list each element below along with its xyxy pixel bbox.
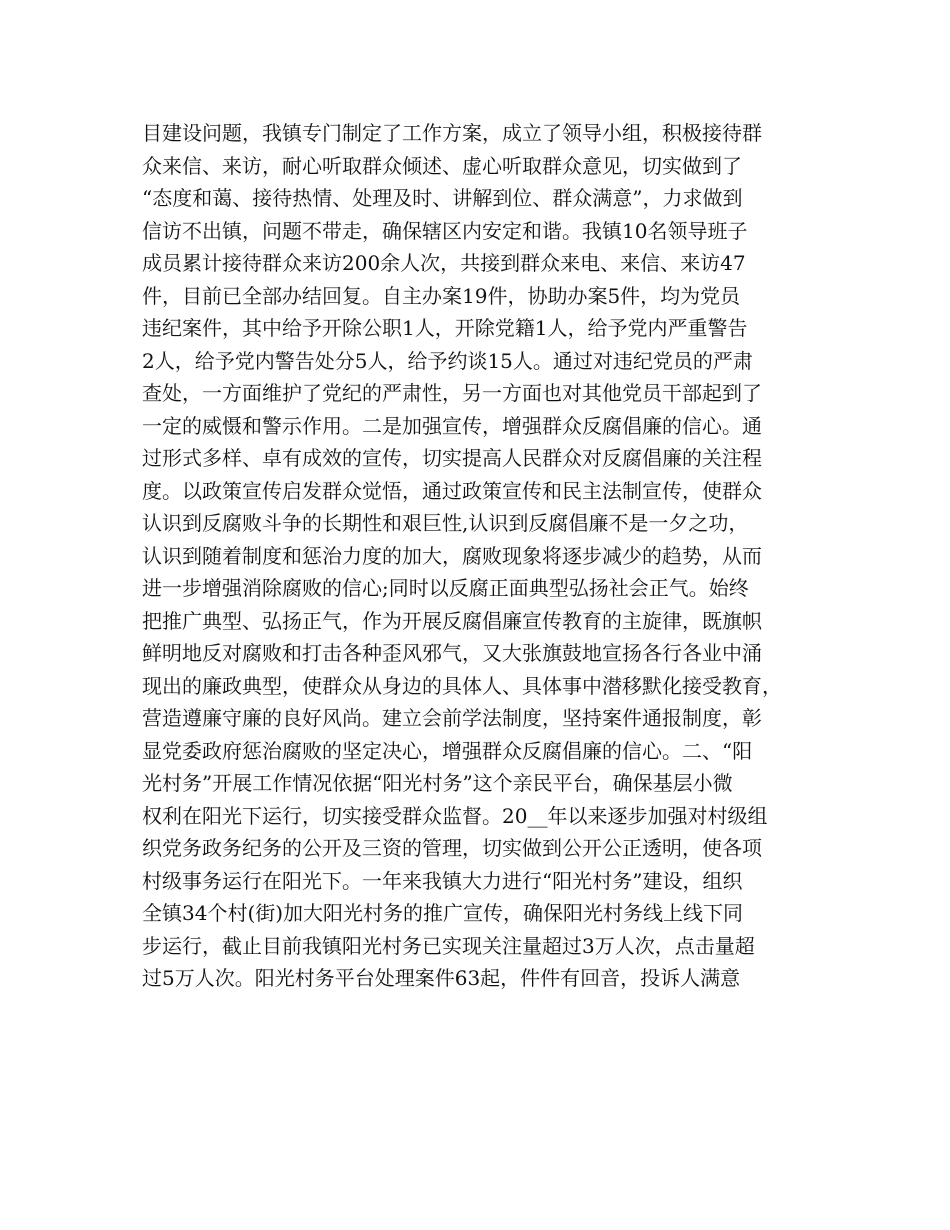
body-text [142, 117, 822, 995]
text-line-11: 过形式多样、卓有成效的宣传，切实提高人民群众对反腐倡廉的关注程 [142, 446, 762, 470]
text-line-05: 成员累计接待群众来访200余人次，共接到群众来电、来信、来访47 [142, 251, 746, 275]
text-line-27: 过5万人次。阳光村务平台处理案件63起，件件有回音，投诉人满意 [142, 966, 741, 990]
text-line-04: 信访不出镇，问题不带走，确保辖区内安定和谐。我镇10名领导班子 [142, 218, 748, 243]
text-line-03: “态度和蔼、接待热情、处理及时、讲解到位、群众满意”，力求做到 [142, 186, 743, 210]
text-line-08: 2人，给予党内警告处分5人，给予约谈15人。通过对违纪党员的严肃 [142, 348, 753, 373]
text-line-06: 件，目前已全部办结回复。自主办案19件，协助办案5件，均为党员 [142, 283, 741, 308]
text-line-14: 认识到随着制度和惩治力度的加大，腐败现象将逐步减少的趋势，从而 [142, 543, 762, 568]
text-line-16: 把推广典型、弘扬正气，作为开展反腐倡廉宣传教育的主旋律，既旗帜 [142, 608, 762, 633]
text-line-24: 村级事务运行在阳光下。一年来我镇大力进行“阳光村务”建设，组织 [142, 868, 743, 893]
text-line-26: 步运行，截止目前我镇阳光村务已实现关注量超过3万人次，点击量超 [142, 933, 755, 958]
text-line-10: 一定的威慑和警示作用。二是加强宣传，增强群众反腐倡廉的信心。通 [142, 413, 762, 438]
text-line-21: 光村务”开展工作情况依据“阳光村务”这个亲民平台，确保基层小微 [142, 771, 733, 795]
text-line-25: 全镇34个村(街)加大阳光村务的推广宣传，确保阳光村务线上线下同 [142, 901, 744, 925]
text-line-09: 查处，一方面维护了党纪的严肃性，另一方面也对其他党员干部起到了 [142, 381, 762, 405]
text-line-18: 现出的廉政典型，使群众从身边的具体人、具体事中潜移默化接受教育， [142, 673, 782, 698]
text-line-13: 认识到反腐败斗争的长期性和艰巨性,认识到反腐倡廉不是一夕之功， [142, 511, 749, 535]
text-line-01: 目建设问题，我镇专门制定了工作方案，成立了领导小组，积极接待群 [142, 121, 762, 145]
text-line-02: 众来信、来访，耐心听取群众倾述、虚心听取群众意见，切实做到了 [142, 153, 742, 178]
text-line-20: 显党委政府惩治腐败的坚定决心，增强群众反腐倡廉的信心。二、“阳 [142, 738, 753, 763]
text-line-07: 违纪案件，其中给予开除公职1人，开除党籍1人，给予党内严重警告 [142, 316, 748, 340]
text-line-17: 鲜明地反对腐败和打击各种歪风邪气，又大张旗鼓地宣扬各行各业中涌 [142, 641, 762, 665]
text-line-22: 权利在阳光下运行，切实接受群众监督。20__年以来逐步加强对村级组 [142, 803, 768, 828]
text-line-12: 度。以政策宣传启发群众觉悟，通过政策宣传和民主法制宣传，使群众 [142, 478, 762, 503]
text-line-23: 织党务政务纪务的公开及三资的管理，切实做到公开公正透明，使各项 [142, 836, 762, 860]
text-line-15: 进一步增强消除腐败的信心;同时以反腐正面典型弘扬社会正气。始终 [142, 576, 749, 600]
text-line-19: 营造遵廉守廉的良好风尚。建立会前学法制度，坚持案件通报制度，彰 [142, 706, 762, 730]
